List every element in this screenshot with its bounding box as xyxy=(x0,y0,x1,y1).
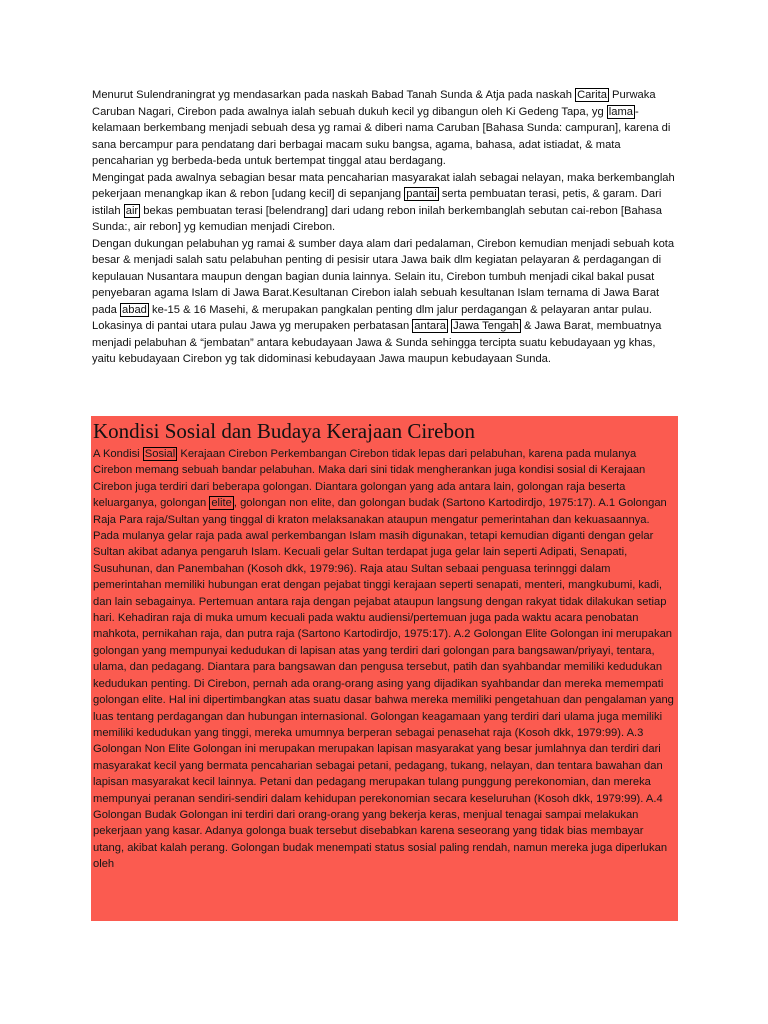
section-title: Kondisi Sosial dan Budaya Kerajaan Cirebon xyxy=(93,419,475,443)
keyword-link-abad[interactable]: abad xyxy=(122,303,147,316)
intro-paragraph-3: Dengan dukungan pelabuhan yg ramai & sumber daya alam dari pedalaman, Cirebon kemudian menjadi sebuah kota besar & menjadi salah satu pelabuhan penting di pesisir utara Jawa baik dlm kegiatan pelayaran & perdagangan di kepulauan Nusantara maupun dengan bagian dunia lainnya. Selain itu, Cirebon tumbuh menjadi cikal bakal pusat penyebaran agama Islam di Jawa Barat.Kesultanan Cirebon ialah sebuah kesultanan Islam ternama di Jawa Barat pada abad ke-15 & 16 Masehi, & merupakan pangkalan penting dlm jalur perdagangan & pelayaran antar pulau. xyxy=(92,237,675,316)
keyword-link-pantai[interactable]: pantai xyxy=(406,188,437,200)
intro-paragraph-1: Menurut Sulendraningrat yg mendasarkan pada naskah Babad Tanah Sunda & Atja pada naskah Carita Purwaka Caruban Nagari, Cirebon pada awalnya ialah sebuah dukuh kecil yg dibangun oleh Ki Gedeng Tapa, yg lama -kelamaan berkembang menjadi sebuah desa yg ramai & diberi nama Caruban [Bahasa Sunda: campuran], karena di sana bercampur para pendatang dari berbagai macam suku bangsa, agama, bahasa, adat istiadat, & mata pencaharian yg berbeda-beda untuk bertempat tinggal atau berdagang. xyxy=(92,89,671,167)
section-body: A Kondisi Sosial Kerajaan Cirebon Perkembangan Cirebon tidak lepas dari pelabuhan, karena pada mulanya Cirebon memang sebuah bandar pelabuhan. Maka dari sini tidak mengherankan juga kondisi sosial di Kerajaan Cirebon juga terdiri dari beberapa golongan. Diantara golongan yang ada antara lain, golongan raja beserta keluarganya, golongan elite , golongan non elite, dan golongan budak (Sartono Kartodirdjo, 1975:17). A.1 Golongan Raja Para raja/Sultan yang tinggal di kraton melaksanakan ataupun mengatur pemerintahan dan kekuasaannya. Pada mulanya gelar raja pada awal perkembangan Islam masih digunakan, tetapi kemudian diganti dengan gelar Sultan akibat adanya pengaruh Islam. Kecuali gelar Sultan terdapat juga gelar lain seperti Adipati, Senapati, Susuhunan, dan Panembahan (Kosoh dkk, 1979:96). Raja atau Sultan sebaai penguasa terinnggi dalam pemerintahan memiliki hubungan erat dengan pejabat tinggi kerajaan seperti senapati, menteri, mangkubumi, kadi, dan lain sebagainya. Pertemuan antara raja dengan pejabat ataupun langsung dengan rakyat tidak dilakukan setiap hari. Kehadiran raja di muka umum kecuali pada waktu audiensi/pertemuan juga pada waktu acara penobatan mahkota, pernikahan raja, dan putra raja (Sartono Kartodirdjo, 1975:17). A.2 Golongan Elite Golongan ini merupakan golongan yang mempunyai kedudukan di lapisan atas yang terdiri dari golongan para bangsawan/priyayi, tentara, ulama, dan pedagang. Diantara para bangsawan dan pengusa tersebut, patih dan syahbandar memiliki kedudukan kedudukan penting. Di Cirebon, pernah ada orang-orang asing yang dijadikan syahbandar dan mereka memempati golongan elite. Hal ini dipertimbangkan atas suatu dasar bahwa mereka memiliki pengetahuan dan pengalaman yang luas tentang perdagangan dan hubungan internasional. Golongan keagamaan yang terdiri dari ulama juga memiliki memiliki kedudukan yang tinggi, mereka umumnya berperan sebagai penasehat raja (Kosoh dkk, 1979:99). A.3 Golongan Non Elite Golongan ini merupakan merupakan lapisan masyarakat yang besar jumlahnya dan terdiri dari masyarakat kecil yang bermata pencaharian sebagai petani, pedagang, tukang, nelayan, dan tentara bawahan dan lapisan masyarakat kecil lainnya. Petani dan pedagang merupakan tulang punggung perekonomian, dan mereka mempunyai peranan sendiri-sendiri dalam kehidupan perekonomian secara keseluruhan (Kosoh dkk, 1979:99). A.4 Golongan Budak Golongan ini terdiri dari orang-orang yang bekerja keras, menjual tenagai sampai melakukan pekerjaan yang kasar. Adanya golonga buak tersebut disebabkan karena seseorang yang tidak bias membayar utang, akibat kalah perang. Golongan budak menempati status sosial paling rendah, namun mereka juga diperlukan oleh xyxy=(93,448,674,871)
intro-paragraph-2: Mengingat pada awalnya sebagian besar mata pencaharian masyarakat ialah sebagai nelayan, maka berkembanglah pekerjaan menangkap ikan & rebon [udang kecil] di sepanjang pantai serta pembuatan terasi, petis, & garam. Dari istilah air bekas pembuatan terasi [belendrang] dari udang rebon inilah berkembanglah sebutan cai-rebon [Bahasa Sunda:, air rebon] yg kemudian menjadi Cirebon. xyxy=(92,171,675,233)
keyword-link-lama[interactable]: lama xyxy=(608,105,634,118)
intro-paragraph-4: Lokasinya di pantai utara pulau Jawa yg merupaken perbatasan antara Jawa Tengah & Jawa Barat, membuatnya menjadi pelabuhan & “jembatan” antara kebudayaan Jawa & Sunda sehingga tercipta suatu kebudayaan yg khas, yaitu kebudayaan Cirebon yg tak didominasi kebudayaan Jawa maupun kebudayaan Sunda. xyxy=(92,320,662,365)
keyword-link-antara[interactable]: antara xyxy=(414,320,447,332)
highlighted-section xyxy=(91,416,678,921)
intro-text xyxy=(92,87,682,368)
keyword-link-elite[interactable]: elite xyxy=(211,497,232,510)
keyword-link-air[interactable]: air xyxy=(125,204,139,217)
keyword-link-jawa-tengah[interactable]: Jawa Tengah xyxy=(453,320,519,332)
keyword-link-sosial[interactable]: Sosial xyxy=(144,448,176,460)
keyword-link-carita[interactable]: Carita xyxy=(577,89,607,101)
